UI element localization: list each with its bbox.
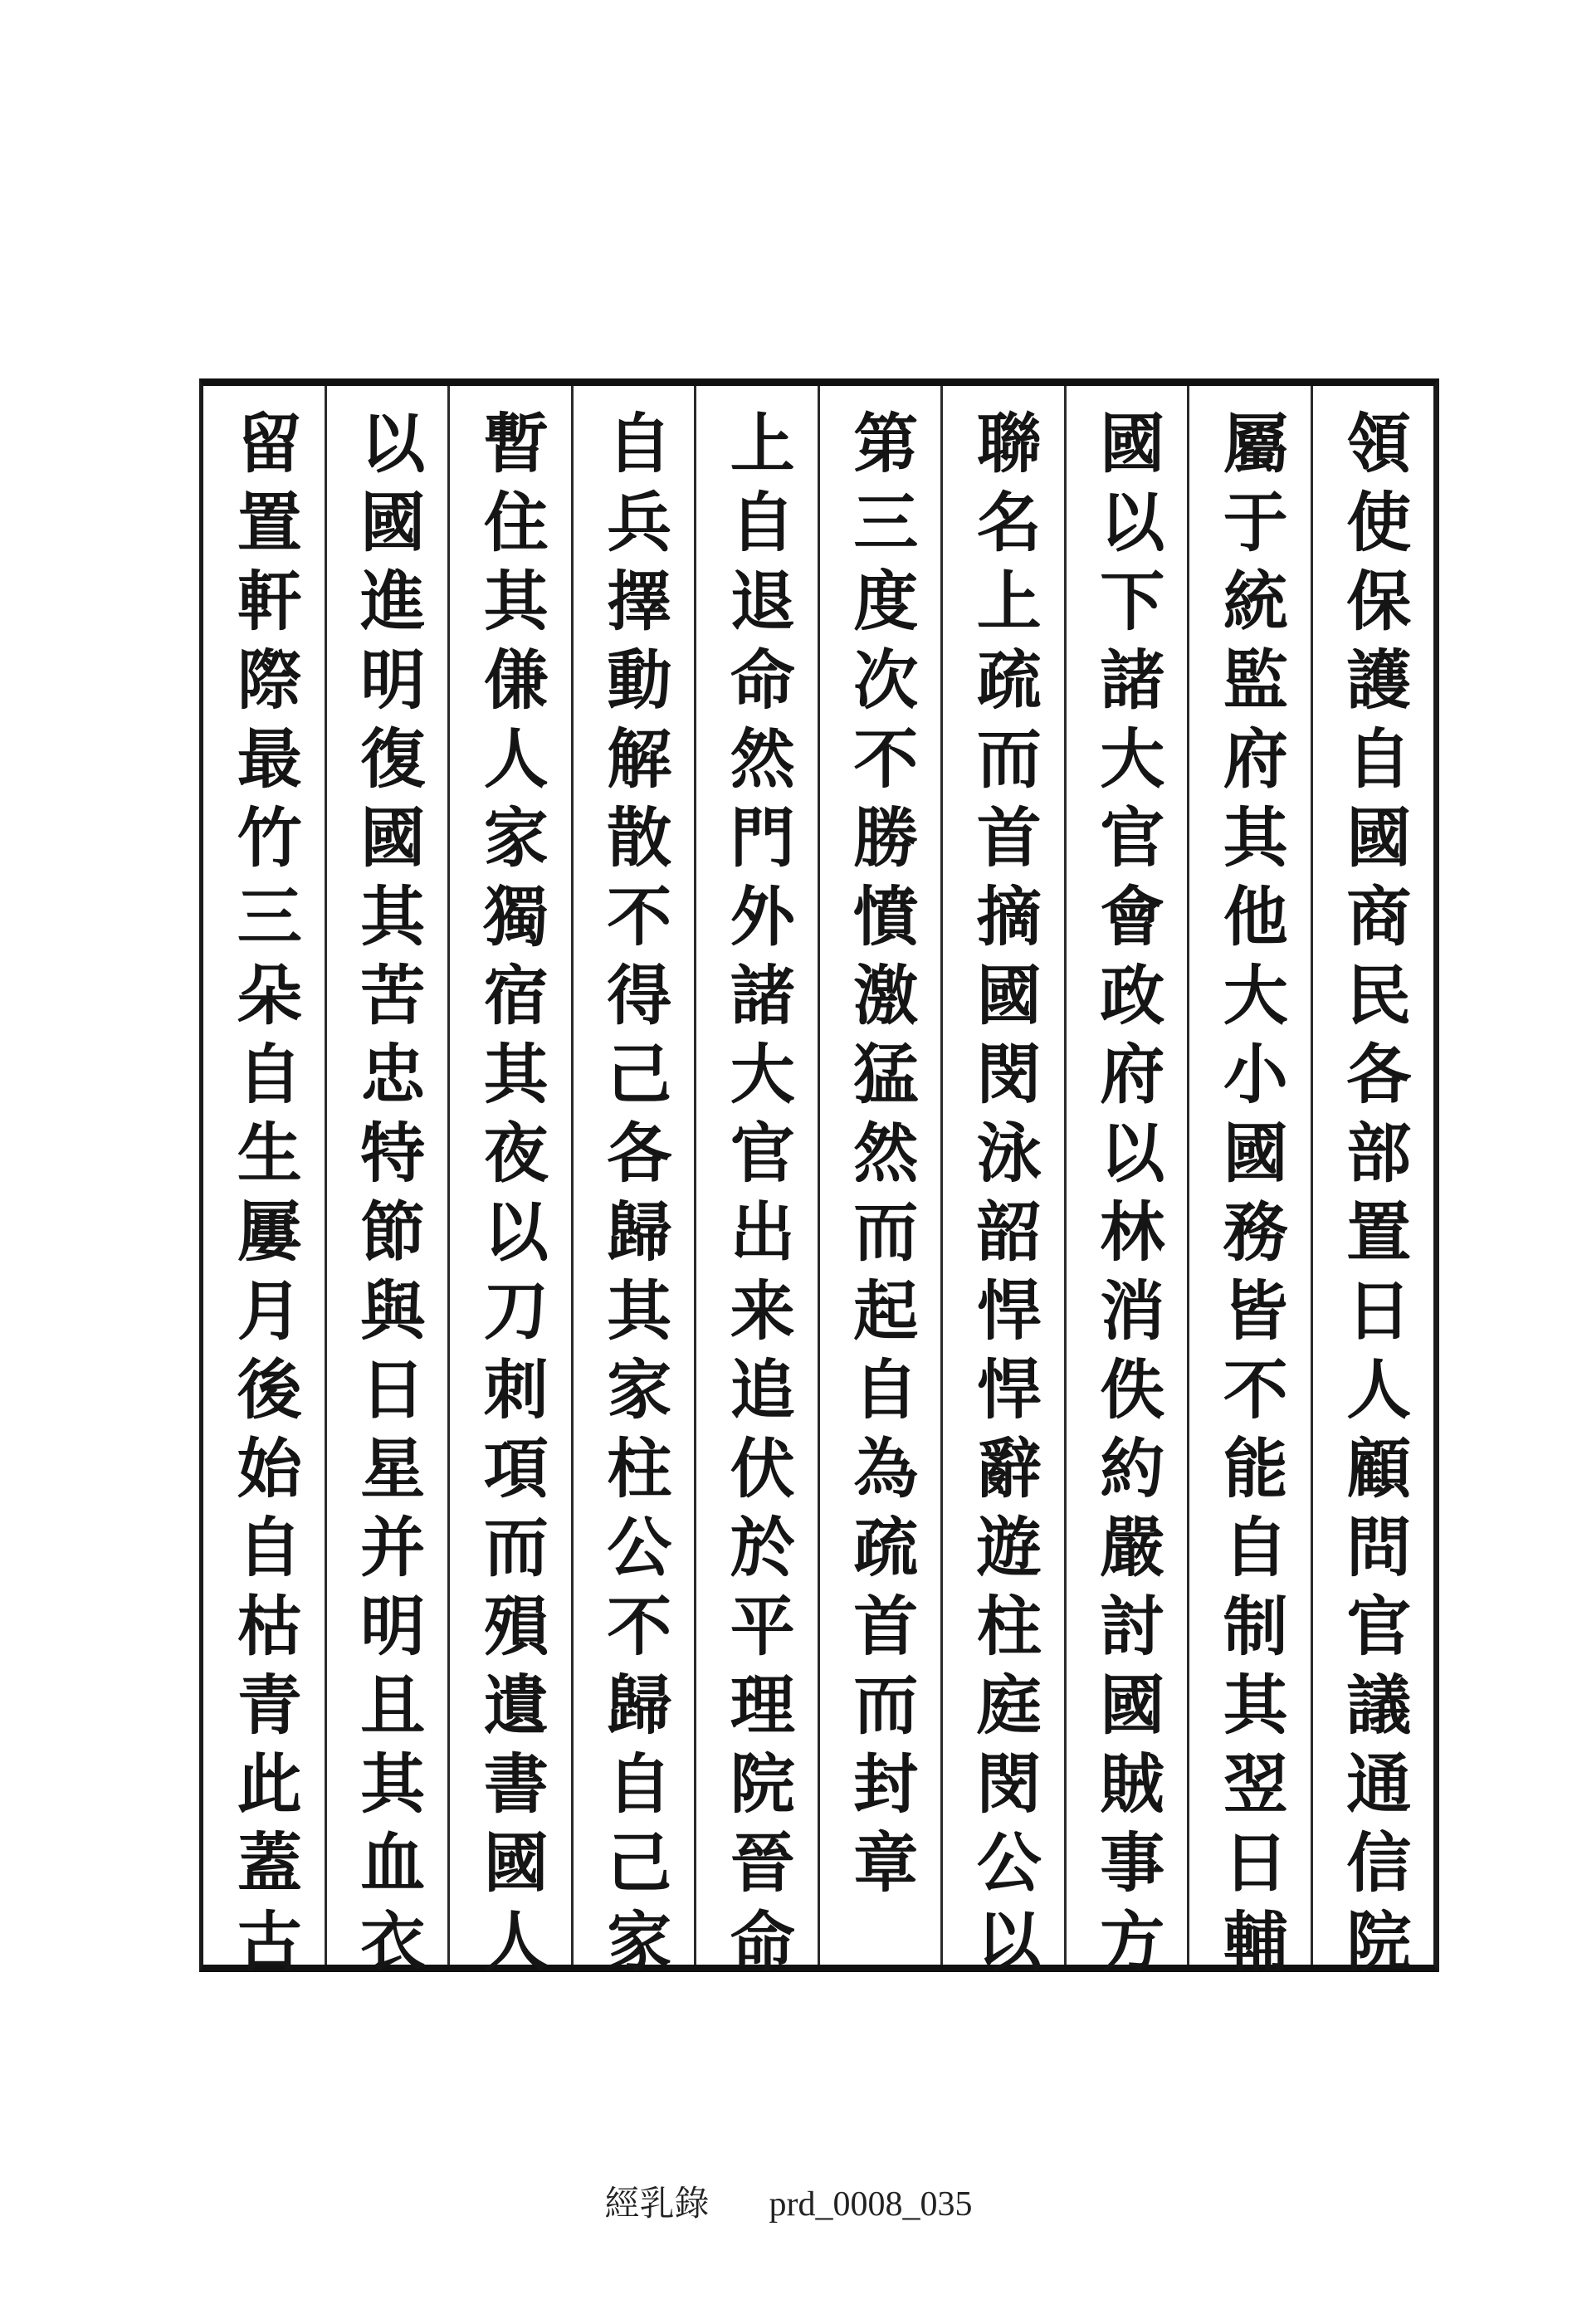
column-text: 留置軒際最竹三朵自生屢月後始自枯青此蓋古 <box>226 409 302 1986</box>
text-column <box>818 386 941 1965</box>
text-frame <box>199 378 1439 1986</box>
book-title: 經乳錄 <box>604 2185 710 2224</box>
text-columns <box>203 386 1433 1986</box>
text-column <box>1187 386 1311 1986</box>
text-column <box>325 386 448 1986</box>
page-code: prd_0008_035 <box>769 2185 973 2224</box>
column-text: 第三度次不勝憤激猛然而起自為疏首而封章 <box>842 409 919 1907</box>
page-caption <box>0 2176 1577 2226</box>
text-column <box>940 386 1064 1986</box>
column-text: 領使保護自國商民各部置日人顧問官議通信院 <box>1335 409 1412 1986</box>
column-text: 以國進明復國其苦忠特節與日星并明且其血衣 <box>349 409 426 1986</box>
column-text: 聯名上疏而首摘國閔泳韶悍悍辭遊柱庭閔公以 <box>965 409 1042 1986</box>
text-column <box>694 386 818 1986</box>
column-text: 自兵擇動解散不得己各歸其家柱公不歸自己家 <box>596 409 672 1986</box>
text-column <box>1064 386 1188 1986</box>
text-column <box>1311 386 1434 1986</box>
column-text: 屬于統監府其他大小國務皆不能自制其翌日輔 <box>1212 409 1288 1986</box>
text-column <box>447 386 571 1986</box>
column-text: 暫住其傔人家獨宿其夜以刀刺項而殞遺書國人 <box>472 409 549 1986</box>
column-text: 上自退命然門外諸大官出来追伏於平理院晉命 <box>719 409 795 1986</box>
column-text: 國以下諸大官會政府以林消佚約嚴討國賊事方 <box>1089 409 1165 1986</box>
text-column <box>571 386 695 1986</box>
text-column <box>203 386 325 1986</box>
